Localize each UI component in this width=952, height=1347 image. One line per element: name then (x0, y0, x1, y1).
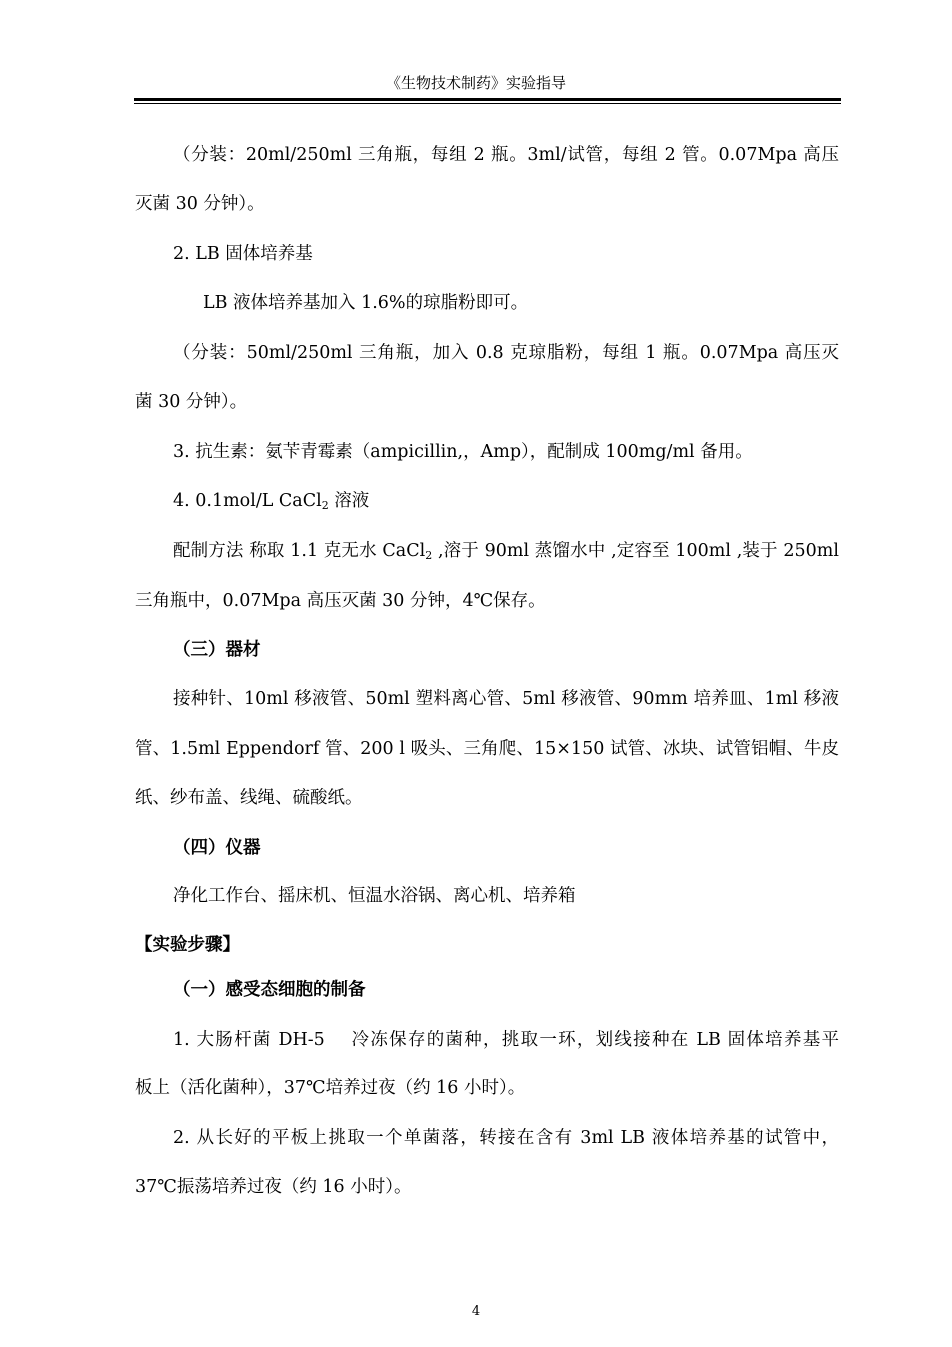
paragraph-6-text: 4. 0.1mol/L CaCl (173, 491, 322, 511)
section-heading-competent-cells: （一）感受态细胞的制备 (173, 980, 366, 1000)
paragraph-6-suffix: 溶液 (328, 491, 370, 511)
paragraph-6 (173, 489, 369, 513)
page-number: 4 (471, 1304, 481, 1319)
paragraph-7-text: 配制方法 称取 1.1 克无水 CaCl (173, 541, 426, 561)
header-rule-thin (134, 103, 841, 104)
subscript: 2 (321, 499, 329, 512)
paragraph-1-line-2: 灭菌 30 分钟）。 (135, 194, 265, 214)
section-heading-equipment: （三）器材 (173, 640, 261, 660)
paragraph-7-suffix: ,溶于 90ml 蒸馏水中 ,定容至 100ml ,装于 250ml (432, 541, 839, 561)
paragraph-2: 2. LB 固体培养基 (173, 244, 313, 264)
paragraph-7-line-1 (173, 539, 839, 563)
paragraph-10-line-1: 1. 大肠杆菌 DH-5 冷冻保存的菌种，挑取一环，划线接种在 LB 固体培养基平 (173, 1030, 839, 1050)
paragraph-8-line-2: 管、1.5ml Eppendorf 管、200 l 吸头、三角爬、15×150 试管、冰块、试管铝帽、牛皮 (135, 739, 839, 759)
paragraph-8-line-1: 接种针、10ml 移液管、50ml 塑料离心管、5ml 移液管、90mm 培养皿、1ml 移液 (173, 689, 839, 709)
paragraph-5: 3. 抗生素：氨苄青霉素（ampicillin,，Amp），配制成 100mg/ml 备用。 (173, 442, 753, 462)
paragraph-10-line-2: 板上（活化菌种），37℃培养过夜（约 16 小时）。 (135, 1078, 526, 1098)
section-heading-instruments: （四）仪器 (173, 838, 261, 858)
page-header-title: 《生物技术制药》实验指导 (385, 74, 566, 92)
paragraph-11-line-2: 37℃振荡培养过夜（约 16 小时）。 (135, 1177, 412, 1197)
header-rule-thick (134, 98, 841, 101)
paragraph-8-line-3: 纸、纱布盖、线绳、硫酸纸。 (135, 788, 363, 808)
paragraph-3: LB 液体培养基加入 1.6%的琼脂粉即可。 (203, 293, 529, 313)
paragraph-9: 净化工作台、摇床机、恒温水浴锅、离心机、培养箱 (173, 886, 576, 906)
paragraph-1-line-1: （分装：20ml/250ml 三角瓶，每组 2 瓶。3ml/试管，每组 2 管。0.07Mpa 高压 (173, 145, 839, 165)
paragraph-11-line-1: 2. 从长好的平板上挑取一个单菌落，转接在含有 3ml LB 液体培养基的试管中， (173, 1128, 839, 1148)
section-heading-experiment-steps: 【实验步骤】 (135, 935, 240, 955)
paragraph-4-line-2: 菌 30 分钟）。 (135, 392, 248, 412)
subscript: 2 (425, 549, 433, 562)
paragraph-4-line-1: （分装：50ml/250ml 三角瓶，加入 0.8 克琼脂粉，每组 1 瓶。0.07Mpa 高压灭 (173, 343, 839, 363)
paragraph-7-line-2: 三角瓶中，0.07Mpa 高压灭菌 30 分钟，4℃保存。 (135, 591, 546, 611)
